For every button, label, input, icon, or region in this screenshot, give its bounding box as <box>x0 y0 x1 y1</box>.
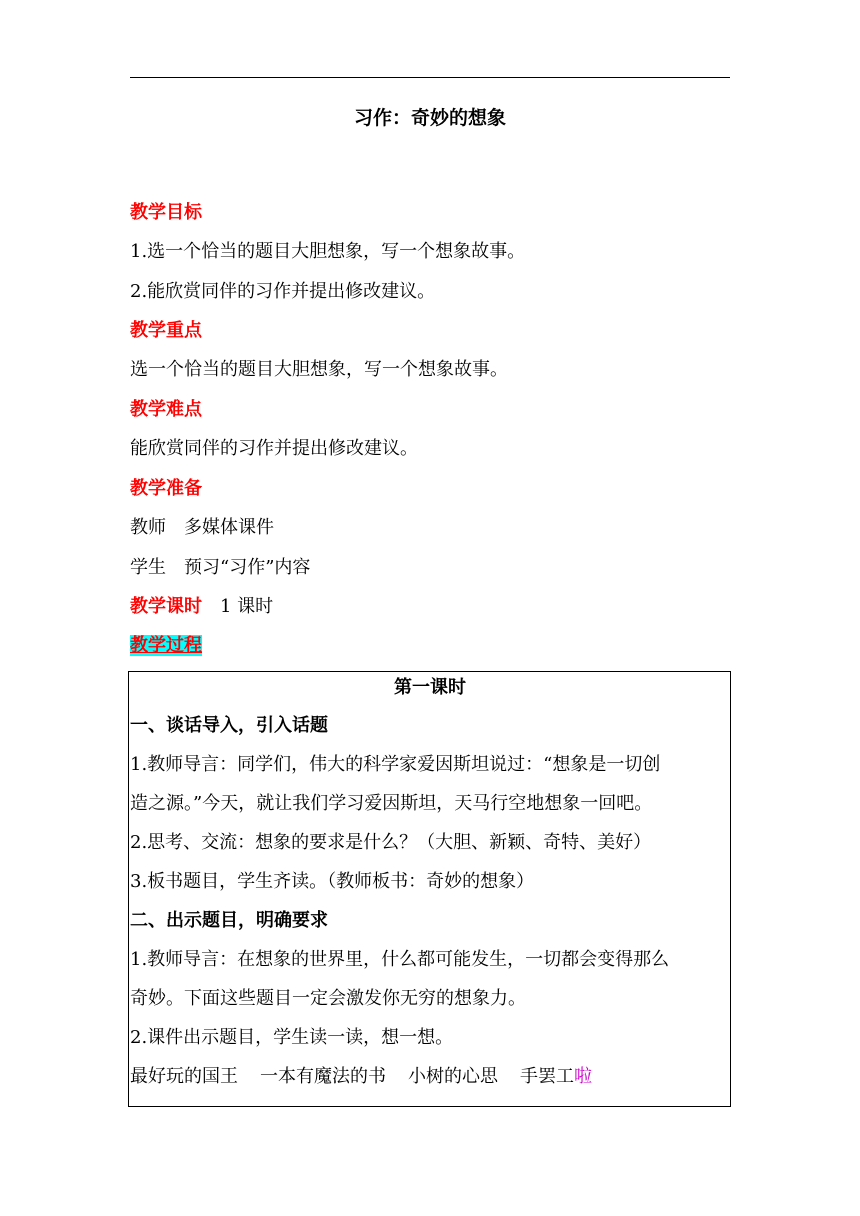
section-1-para-1-line-2: 造之源。”今天，就让我们学习爱因斯坦，天马行空地想象一回吧。 <box>130 793 653 814</box>
key-points-heading: 教学重点 <box>130 320 202 341</box>
class-hours-heading: 教学课时 <box>130 596 202 617</box>
topic-list <box>130 1065 592 1089</box>
difficulty-text: 能欣赏同伴的习作并提出修改建议。 <box>130 438 418 459</box>
page-title: 习作：奇妙的想象 <box>353 107 506 129</box>
key-points-text: 选一个恰当的题目大胆想象，写一个想象故事。 <box>130 359 508 380</box>
topic-item-tail: 啦 <box>574 1066 592 1087</box>
class-hours <box>130 595 273 619</box>
process-heading <box>130 634 202 658</box>
goals-heading: 教学目标 <box>130 202 202 223</box>
topic-item: 手罢工 <box>520 1066 574 1087</box>
prep-student <box>130 556 310 580</box>
section-1-para-1-line-1: 1.教师导言：同学们，伟大的科学家爱因斯坦说过：“想象是一切创 <box>130 754 661 775</box>
prep-teacher <box>130 516 274 540</box>
section-1-para-2: 2.思考、交流：想象的要求是什么？（大胆、新颖、奇特、美好） <box>130 832 652 853</box>
prep-teacher-label: 教师 <box>130 517 166 538</box>
section-1-title: 一、谈话导入，引入话题 <box>130 715 328 736</box>
prep-student-label: 学生 <box>130 557 166 578</box>
topic-item: 最好玩的国王 <box>130 1066 238 1087</box>
section-2-title: 二、出示题目，明确要求 <box>130 910 328 931</box>
goal-item-2: 2.能欣赏同伴的习作并提出修改建议。 <box>130 281 436 302</box>
header-rule <box>130 77 730 78</box>
process-heading-highlight: 教学过程 <box>130 635 202 656</box>
section-2-para-1-line-1: 1.教师导言：在想象的世界里，什么都可能发生，一切都会变得那么 <box>130 949 670 970</box>
period-title: 第一课时 <box>394 677 466 698</box>
topic-item: 小树的心思 <box>408 1066 498 1087</box>
topic-item: 一本有魔法的书 <box>260 1066 386 1087</box>
class-hours-value: 1 课时 <box>220 596 274 617</box>
goal-item-1: 1.选一个恰当的题目大胆想象，写一个想象故事。 <box>130 241 526 262</box>
section-1-para-3: 3.板书题目，学生齐读。（教师板书：奇妙的想象） <box>130 871 535 892</box>
section-2-para-1-line-2: 奇妙。下面这些题目一定会激发你无穷的想象力。 <box>130 988 526 1009</box>
preparation-heading: 教学准备 <box>130 478 202 499</box>
section-2-para-2: 2.课件出示题目，学生读一读，想一想。 <box>130 1027 454 1048</box>
prep-student-value: 预习“习作”内容 <box>184 557 311 578</box>
difficulty-heading: 教学难点 <box>130 399 202 420</box>
prep-teacher-value: 多媒体课件 <box>184 517 274 538</box>
